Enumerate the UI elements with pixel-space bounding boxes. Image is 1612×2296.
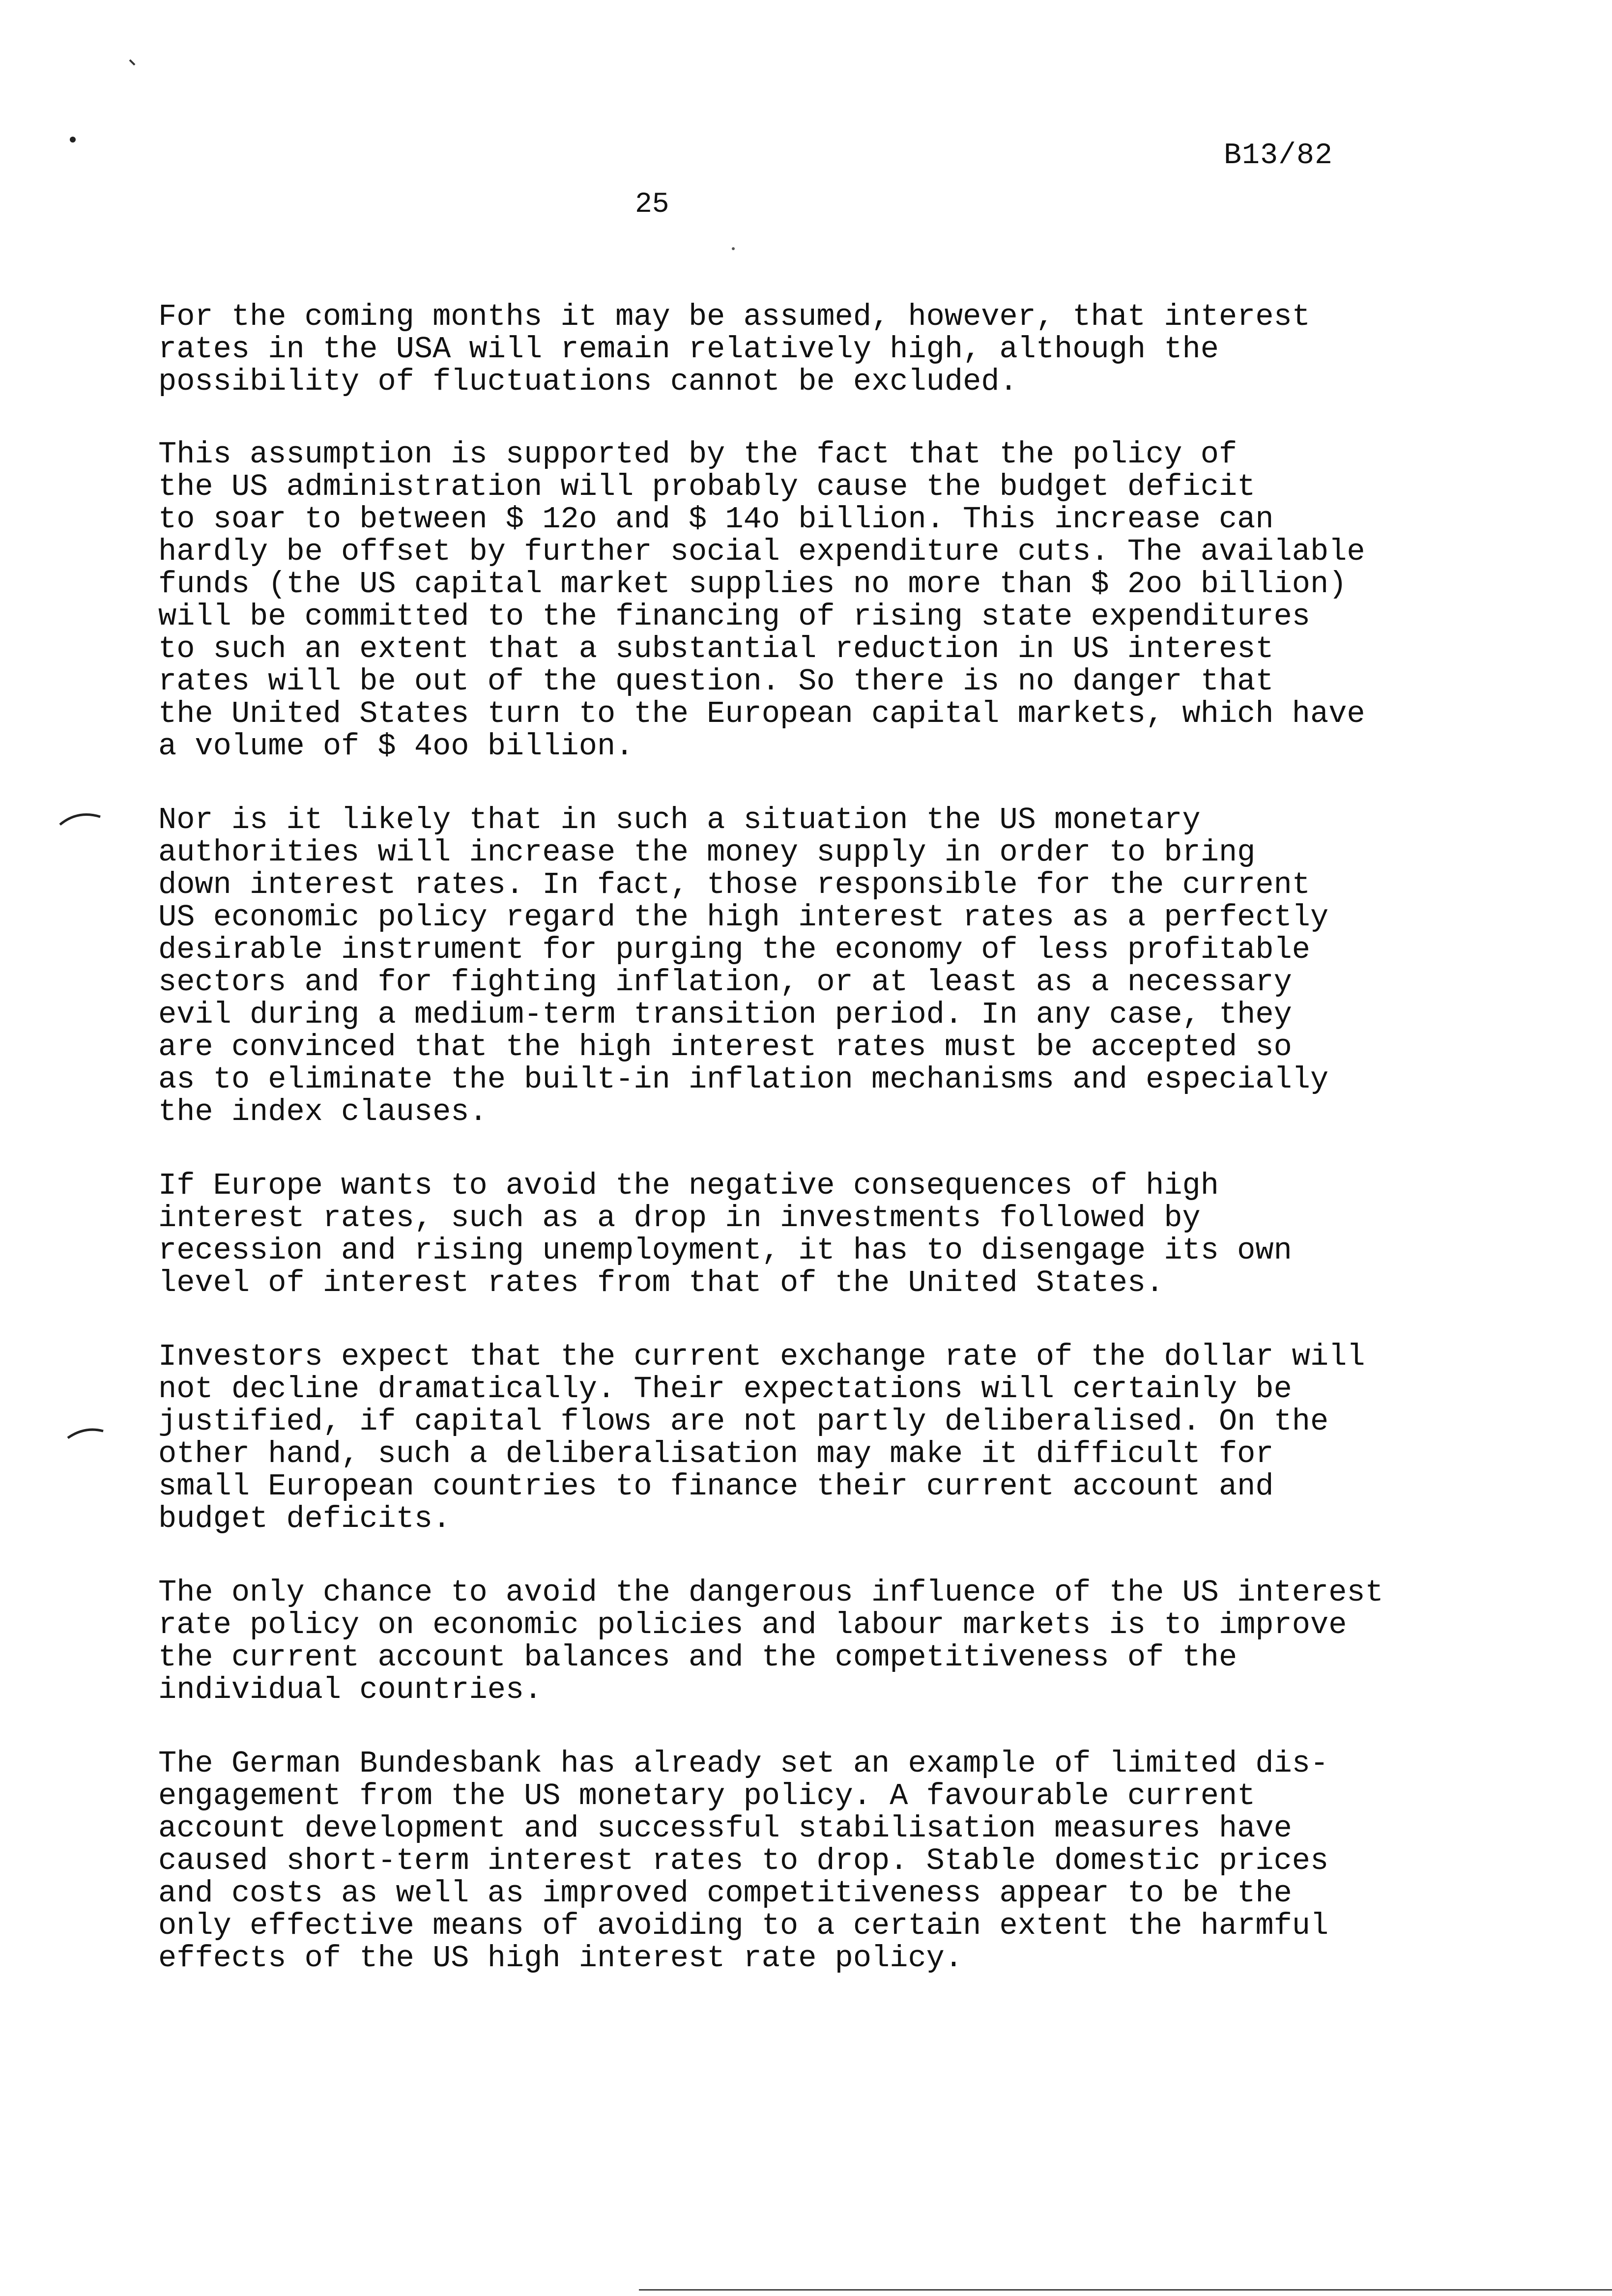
bottom-edge-line [639, 2289, 1612, 2291]
page-number: 25 [635, 189, 669, 221]
paragraph-budget-deficit: This assumption is supported by the fact that the policy of the US administration will probably cause the budget deficit to soar to between $ 12o and $ 14o billion. This increase can hardly be offset by further social expenditure cuts. The available funds (the US capital market supplies no more than $ 2oo billion) will be committed to the financing of rising state expenditures to such an extent that a substantial reduction in US interest rates will be out of the question. So there is no danger that the United States turn to the European capital markets, which have a volume of $ 4oo billion. [158, 437, 1365, 764]
margin-hole-mark [66, 1424, 105, 1442]
paragraph-europe-disengage: If Europe wants to avoid the negative consequences of high interest rates, such as a drop in investments followed by recession and rising unemployment, it has to disengage its own level of interest rates from that of the United States. [158, 1168, 1292, 1300]
paragraph-investors-expectations: Investors expect that the current exchange rate of the dollar will not decline dramatically. Their expectations will certainly be justified, if capital flows are not partly deliberalised. On the other hand, such a deliberalisation may make it difficult for small European countries to finance their current account and budget deficits. [158, 1339, 1365, 1536]
paragraph-only-chance: The only chance to avoid the dangerous influence of the US interest rate policy on economic policies and labour markets is to improve the current account balances and the competitiveness of the individual countries. [158, 1575, 1383, 1707]
paragraph-interest-outlook: For the coming months it may be assumed, however, that interest rates in the USA will remain relatively high, although the possibility of fluctuations cannot be excluded. [158, 299, 1310, 399]
scan-dot-mark [69, 136, 79, 145]
paragraph-bundesbank: The German Bundesbank has already set an example of limited dis- engagement from the US monetary policy. A favourable current account development and successful stabilisation measures have caused short-term interest rates to drop. Stable domestic prices and costs as well as improved competitiveness appear to be the only effective means of avoiding to a certain extent the harmful effects of the US high interest rate policy. [158, 1746, 1329, 1976]
paragraph-monetary-authorities: Nor is it likely that in such a situation the US monetary authorities will increase the money supply in order to bring down interest rates. In fact, those responsible for the current US economic policy regard the high interest rates as a perfectly desirable instrument for purging the economy of less profitable sectors and for fighting inflation, or at least as a necessary evil during a medium-term transition period. In any case, they are convinced that the high interest rates must be accepted so as to eliminate the built-in inflation mechanisms and especially the index clauses. [158, 803, 1329, 1129]
margin-hole-mark [58, 809, 102, 829]
body-text [158, 301, 1534, 1975]
document-reference: B13/82 [1224, 139, 1333, 172]
scan-speck-mark [730, 246, 738, 254]
scan-speck-mark [129, 58, 139, 68]
